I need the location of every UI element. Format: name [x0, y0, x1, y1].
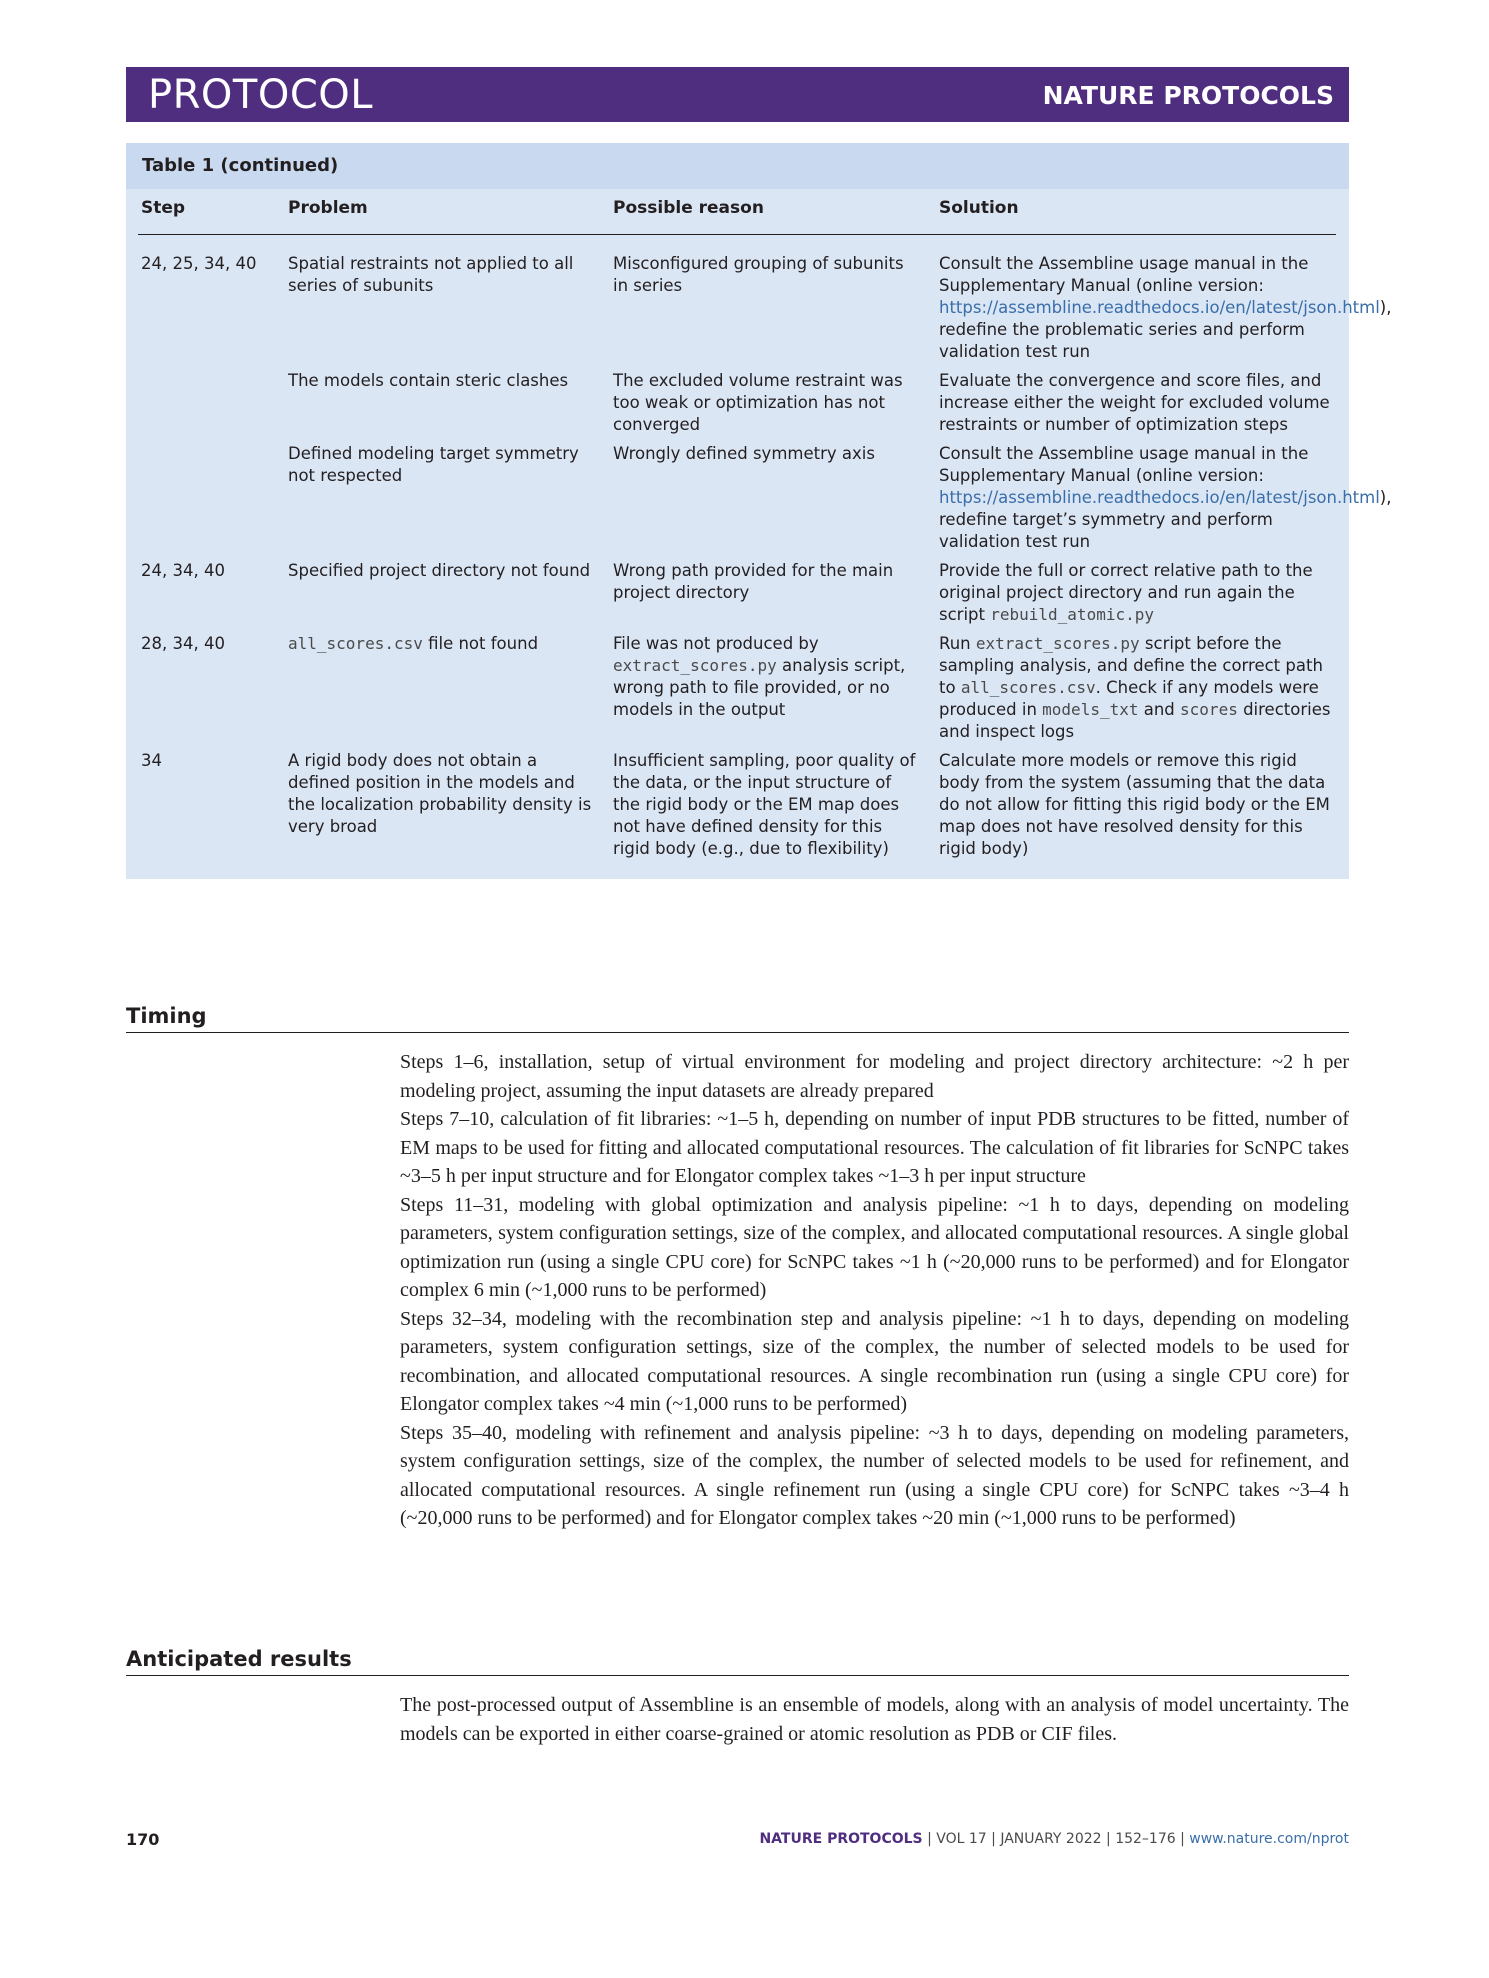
journal-name: NATURE PROTOCOLS — [1042, 81, 1334, 110]
row-1-solution-text-end: ), redefine the problematic series and perform validation test run — [939, 298, 1392, 361]
row-5-solution-text-b: script before the sampling analysis, and define the correct path to — [939, 634, 1323, 697]
anticipated-results-rule — [126, 1675, 1349, 1676]
row-2-reason: The excluded volume restraint was too weak or optimization has not converged — [613, 371, 903, 434]
row-3-problem: Defined modeling target symmetry not respected — [288, 444, 579, 485]
row-5-solution-code-4: scores — [1180, 700, 1238, 719]
row-6-solution: Calculate more models or remove this rigid body from the system (assuming that the data do not allow for fitting this rigid body or the EM map does not have resolved density for this rigid body) — [939, 751, 1330, 858]
timing-rule — [126, 1032, 1349, 1033]
row-4-step: 24, 34, 40 — [141, 561, 225, 580]
row-3-reason: Wrongly defined symmetry axis — [613, 444, 875, 463]
row-5-solution-code-3: models_txt — [1042, 700, 1139, 719]
row-5-problem — [288, 633, 593, 655]
row-1-reason: Misconfigured grouping of subunits in series — [613, 254, 904, 295]
row-6-step: 34 — [141, 751, 162, 770]
row-3-solution — [939, 443, 1392, 553]
row-1-step: 24, 25, 34, 40 — [141, 254, 257, 273]
row-1-solution-link[interactable]: https://assembline.readthedocs.io/en/latest/json.html — [939, 298, 1380, 317]
anticipated-results-paragraph: The post-processed output of Assembline is an ensemble of models, along with an analysis of model uncertainty. The models can be exported in either coarse-grained or atomic resolution as PDB or CIF files. — [400, 1694, 1349, 1745]
footer-separator: | — [1101, 1831, 1116, 1847]
row-5-problem-text: file not found — [422, 634, 539, 653]
footer-url-link[interactable]: www.nature.com/nprot — [1189, 1831, 1349, 1847]
row-5-solution — [939, 633, 1341, 743]
row-4-solution-text: Provide the full or correct relative path to the original project directory and run again the script — [939, 561, 1313, 624]
row-2-problem: The models contain steric clashes — [288, 371, 569, 390]
row-5-reason-text-end: analysis script, wrong path to file provided, or no models in the output — [613, 656, 906, 719]
row-5-problem-code: all_scores.csv — [288, 634, 423, 653]
timing-body — [400, 1048, 1349, 1533]
row-6-problem: A rigid body does not obtain a defined position in the models and the localization probability density is very broad — [288, 751, 592, 836]
row-5-solution-text-d: and — [1138, 700, 1181, 719]
page-number: 170 — [126, 1830, 160, 1849]
anticipated-results-heading: Anticipated results — [126, 1647, 352, 1671]
timing-paragraph: Steps 11–31, modeling with global optimization and analysis pipeline: ~1 h to days, depending on modeling parameters, system configuration settings, size of the complex, and allocated computational resources. A single global optimization run (using a single CPU core) for ScNPC takes ~1 h (~20,000 runs to be performed) and for Elongator complex 6 min (~1,000 runs to be performed) — [400, 1193, 1349, 1301]
row-4-solution-code: rebuild_atomic.py — [990, 605, 1154, 624]
timing-paragraph: Steps 32–34, modeling with the recombination step and analysis pipeline: ~1 h to days, depending on modeling parameters, system configuration settings, size of the complex, the number of selected models to be used for recombination, and allocated computational resources. A single recombination run (using a single CPU core) for Elongator complex takes ~4 min (~1,000 runs to be performed) — [400, 1307, 1349, 1415]
row-3-solution-text-end: ), redefine target’s symmetry and perform validation test run — [939, 488, 1392, 551]
column-header-problem: Problem — [288, 198, 368, 218]
row-5-solution-text-e: directories and inspect logs — [939, 700, 1331, 741]
timing-paragraph: Steps 7–10, calculation of fit libraries: ~1–5 h, depending on number of input PDB structures to be fitted, number of EM maps to be used for fitting and allocated computational resources. The calculation of fit libraries for ScNPC takes ~3–5 h per input structure and for Elongator complex takes ~1–3 h per input structure — [400, 1108, 1349, 1187]
header-rule — [138, 234, 1336, 235]
table-title: Table 1 (continued) — [142, 155, 339, 176]
footer-separator: | — [986, 1831, 1001, 1847]
footer-date: JANUARY 2022 — [1000, 1831, 1102, 1847]
timing-heading: Timing — [126, 1004, 207, 1028]
row-5-solution-code-1: extract_scores.py — [975, 634, 1140, 653]
row-1-problem: Spatial restraints not applied to all series of subunits — [288, 254, 574, 295]
row-5-solution-text-c: . Check if any models were produced in — [939, 678, 1319, 719]
footer-separator: | — [1175, 1831, 1190, 1847]
footer-citation — [759, 1831, 1349, 1847]
row-5-step: 28, 34, 40 — [141, 634, 225, 653]
footer-pages: 152–176 — [1115, 1831, 1176, 1847]
row-5-reason-text: File was not produced by — [613, 634, 819, 653]
timing-paragraph: Steps 1–6, installation, setup of virtual environment for modeling and project directory architecture: ~2 h per modeling project, assuming the input datasets are already prepared — [400, 1051, 1349, 1102]
row-5-solution-text-a: Run — [939, 634, 976, 653]
timing-paragraph: Steps 35–40, modeling with refinement and analysis pipeline: ~3 h to days, depending on modeling parameters, system configuration settings, size of the complex, the number of selected models to be used for refinement, and allocated computational resources. A single refinement run (using a single CPU core) for ScNPC takes ~3–4 h (~20,000 runs to be performed) and for Elongator complex takes ~20 min (~1,000 runs to be performed) — [400, 1421, 1349, 1529]
row-1-solution-text: Consult the Assembline usage manual in the Supplementary Manual (online version: — [939, 254, 1309, 295]
row-1-solution — [939, 253, 1392, 363]
anticipated-results-body — [400, 1691, 1349, 1748]
troubleshooting-table — [126, 143, 1392, 879]
row-4-solution — [939, 560, 1339, 626]
column-header-solution: Solution — [939, 198, 1019, 218]
row-3-solution-link[interactable]: https://assembline.readthedocs.io/en/latest/json.html — [939, 488, 1380, 507]
footer-volume: VOL 17 — [936, 1831, 987, 1847]
section-label: PROTOCOL — [148, 72, 374, 118]
journal-header-bar — [126, 67, 1349, 122]
row-5-solution-code-2: all_scores.csv — [960, 678, 1096, 697]
column-header-step: Step — [141, 198, 186, 218]
row-2-solution: Evaluate the convergence and score files, and increase either the weight for excluded volume restraints or number of optimization steps — [939, 371, 1330, 434]
table-title-bar — [126, 143, 1349, 189]
row-4-reason: Wrong path provided for the main project directory — [613, 561, 894, 602]
row-5-reason — [613, 633, 918, 721]
row-5-reason-code: extract_scores.py — [613, 656, 777, 675]
row-3-solution-text: Consult the Assembline usage manual in the Supplementary Manual (online version: — [939, 444, 1309, 485]
footer-separator: | — [922, 1831, 937, 1847]
column-header-reason: Possible reason — [613, 198, 764, 218]
row-6-reason: Insufficient sampling, poor quality of the data, or the input structure of the rigid body or the EM map does not have defined density for this rigid body (e.g., due to flexibility) — [613, 751, 916, 858]
footer-journal: NATURE PROTOCOLS — [759, 1831, 923, 1847]
row-4-problem: Specified project directory not found — [288, 561, 591, 580]
